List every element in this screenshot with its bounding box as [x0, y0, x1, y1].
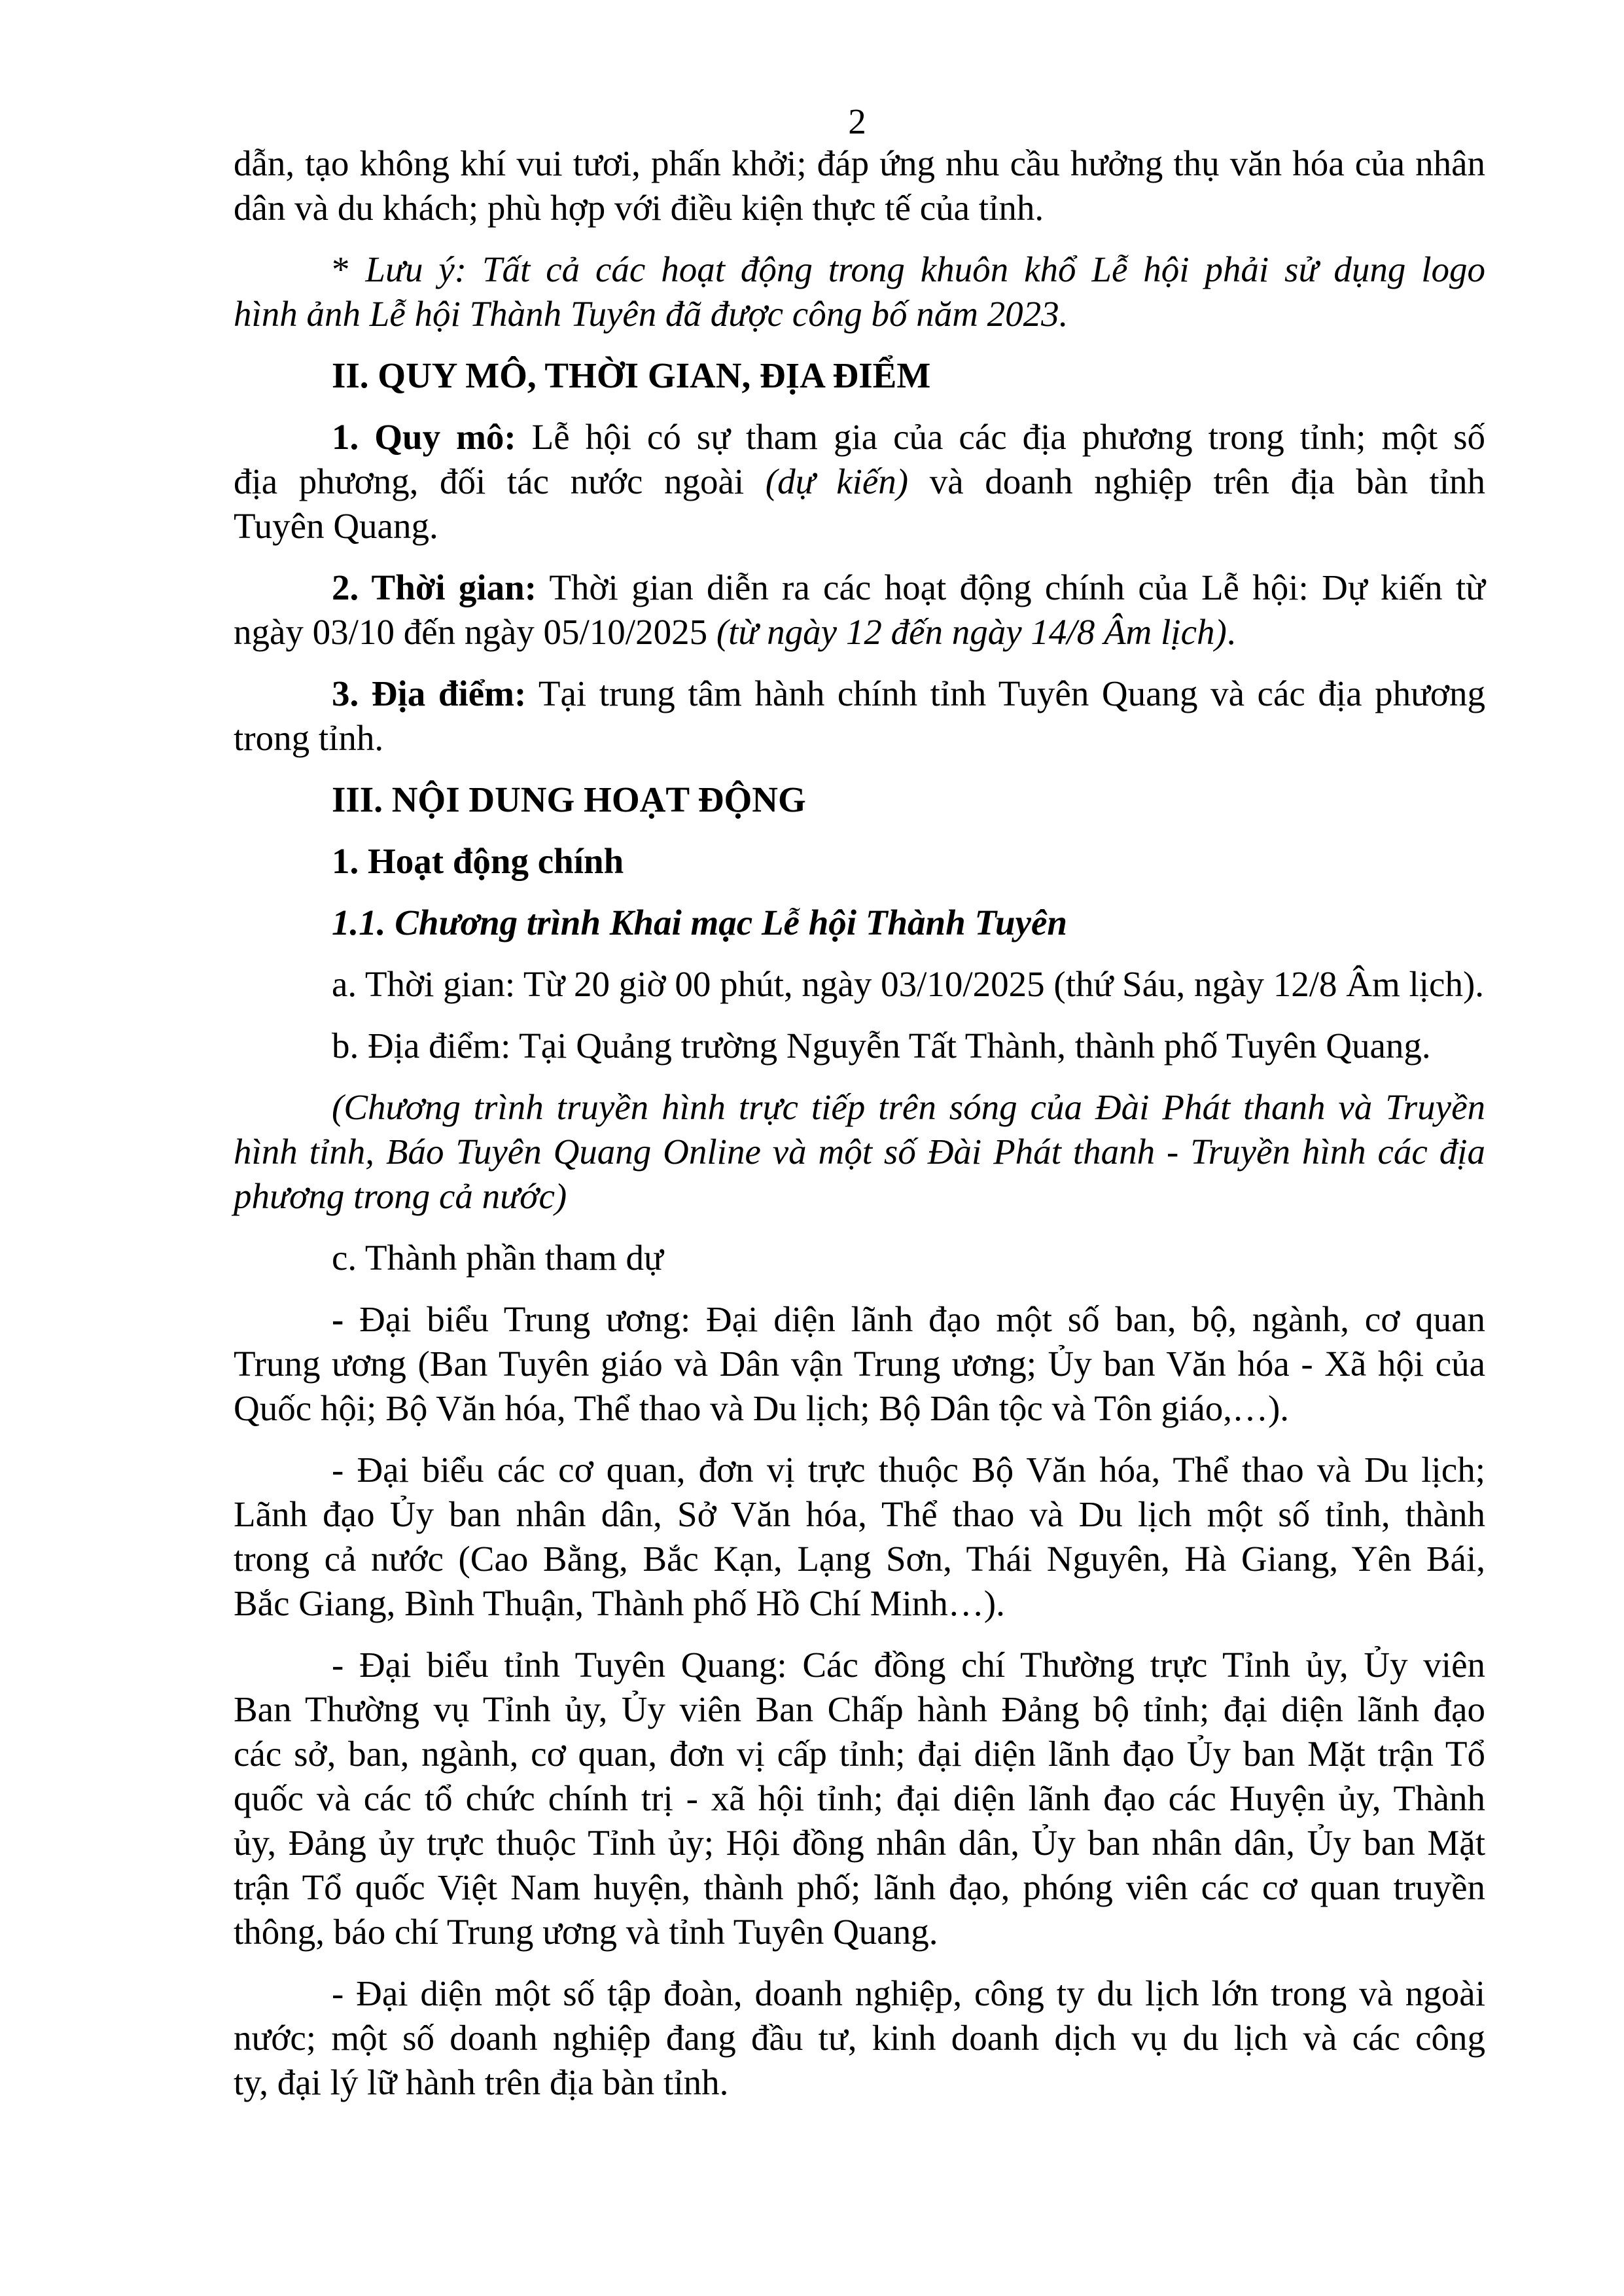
text-run: b. Địa điểm: Tại Quảng trường Nguyễn Tất Thành, thành phố Tuyên Quang.: [332, 1026, 1431, 1066]
text-run: thông, báo chí Trung ương và tỉnh Tuyên Quang.: [234, 1912, 938, 1952]
text-line: [234, 1581, 1485, 1626]
paragraph-heading-main-activities: [234, 839, 1485, 884]
text-line: [234, 778, 1485, 822]
italic-text: (từ ngày 12 đến ngày 14/8 Âm lịch): [716, 612, 1227, 652]
text-run: Quốc hội; Bộ Văn hóa, Thể thao và Du lịch; Bộ Dân tộc và Tôn giáo,…).: [234, 1388, 1290, 1428]
text-run: và doanh nghiệp trên địa bàn tỉnh: [908, 461, 1485, 501]
text-line: [234, 1732, 1485, 1776]
bold-text: 1. Hoạt động chính: [332, 841, 624, 881]
text-line: [234, 1174, 1485, 1219]
text-line: [234, 1865, 1485, 1910]
bold-text: 1. Quy mô:: [332, 417, 516, 457]
text-run: các sở, ban, ngành, cơ quan, đơn vị cấp tỉnh; đại diện lãnh đạo Ủy ban Mặt trận Tổ: [234, 1734, 1485, 1774]
italic-text: phương trong cả nước): [234, 1176, 567, 1216]
paragraph-heading-ii: [234, 353, 1485, 398]
document-body: [234, 141, 1485, 2105]
text-line: [234, 1342, 1485, 1386]
text-run: Đại biểu Trung ương: Đại diện lãnh đạo một số ban, bộ, ngành, cơ quan: [344, 1299, 1485, 1339]
paragraph-opening-time: [234, 962, 1485, 1007]
text-run: c. Thành phần tham dự: [332, 1238, 663, 1278]
bold-text: 2. Thời gian:: [332, 567, 537, 607]
text-line: [234, 1024, 1485, 1068]
italic-text: Lưu ý: Tất cả các hoạt động trong khuôn khổ Lễ hội phải sử dụng logo: [365, 249, 1485, 289]
paragraph-attendees-heading: [234, 1236, 1485, 1280]
text-run: ủy, Đảng ủy trực thuộc Tỉnh ủy; Hội đồng nhân dân, Ủy ban nhân dân, Ủy ban Mặt: [234, 1823, 1485, 1863]
text-run: Lễ hội có sự tham gia của các địa phương trong tỉnh; một số: [516, 417, 1485, 457]
text-line: [234, 1297, 1485, 1342]
paragraph-venue: [234, 672, 1485, 761]
text-run: Tại trung tâm hành chính tỉnh Tuyên Quang và các địa phương: [526, 673, 1485, 713]
text-run: Thời gian diễn ra các hoạt động chính của Lễ hội: Dự kiến từ: [537, 567, 1485, 607]
text-line: [234, 610, 1485, 655]
text-line: [234, 1448, 1485, 1492]
text-line: [234, 839, 1485, 884]
text-line: [234, 716, 1485, 761]
text-line: [234, 247, 1485, 292]
italic-text: hình tỉnh, Báo Tuyên Quang Online và một số Đài Phát thanh - Truyền hình các địa: [234, 1132, 1485, 1172]
paragraph-intro-continuation: [234, 141, 1485, 230]
text-run: dẫn, tạo không khí vui tươi, phấn khởi; đáp ứng nhu cầu hưởng thụ văn hóa của nhân: [234, 143, 1485, 183]
text-run: a. Thời gian: Từ 20 giờ 00 phút, ngày 03/10/2025 (thứ Sáu, ngày 12/8 Âm lịch).: [332, 964, 1485, 1004]
text-run: địa phương, đối tác nước ngoài: [234, 461, 766, 501]
text-run: dân và du khách; phù hợp với điều kiện thực tế của tỉnh.: [234, 188, 1044, 228]
text-line: [234, 1821, 1485, 1865]
text-line: [234, 459, 1485, 504]
text-line: [234, 1236, 1485, 1280]
text-run: .: [1226, 612, 1236, 652]
paragraph-time: [234, 565, 1485, 655]
text-line: [234, 2060, 1485, 2105]
text-line: [234, 672, 1485, 716]
text-line: [234, 186, 1485, 230]
text-line: [234, 1971, 1485, 2016]
text-line: [234, 1386, 1485, 1431]
text-run: *: [332, 249, 366, 289]
text-line: [234, 565, 1485, 610]
paragraph-attendees-ministry: [234, 1448, 1485, 1626]
text-line: [234, 1687, 1485, 1732]
text-line: [234, 1910, 1485, 1954]
text-line: [234, 901, 1485, 945]
bold-text: 3. Địa điểm:: [332, 673, 527, 713]
text-run: - Đại biểu tỉnh Tuyên Quang: Các đồng chí Thường trực Tỉnh ủy, Ủy viên: [332, 1645, 1485, 1685]
text-line: [234, 292, 1485, 336]
text-line: [234, 1537, 1485, 1581]
text-run: trong cả nước (Cao Bằng, Bắc Kạn, Lạng Sơn, Thái Nguyên, Hà Giang, Yên Bái,: [234, 1539, 1485, 1579]
paragraph-attendees-province: [234, 1643, 1485, 1954]
bold-text: II. QUY MÔ, THỜI GIAN, ĐỊA ĐIỂM: [332, 355, 931, 395]
text-line: [234, 962, 1485, 1007]
text-run: - Đại biểu các cơ quan, đơn vị trực thuộc Bộ Văn hóa, Thể thao và Du lịch;: [332, 1450, 1485, 1490]
paragraph-attendees-central: [234, 1297, 1485, 1431]
text-line: [234, 2016, 1485, 2060]
paragraph-broadcast-note: [234, 1085, 1485, 1219]
text-line: [234, 1085, 1485, 1130]
paragraph-attendees-business: [234, 1971, 1485, 2105]
text-run: Ban Thường vụ Tỉnh ủy, Ủy viên Ban Chấp hành Đảng bộ tỉnh; đại diện lãnh đạo: [234, 1689, 1485, 1729]
text-line: [234, 353, 1485, 398]
text-run: nước; một số doanh nghiệp đang đầu tư, kinh doanh dịch vụ du lịch và các công: [234, 2018, 1485, 2058]
paragraph-heading-iii: [234, 778, 1485, 822]
text-line: [234, 415, 1485, 459]
text-run: ngày 03/10 đến ngày 05/10/2025: [234, 612, 716, 652]
text-run: Trung ương (Ban Tuyên giáo và Dân vận Trung ương; Ủy ban Văn hóa - Xã hội của: [234, 1344, 1485, 1384]
paragraph-heading-opening: [234, 901, 1485, 945]
text-line: [234, 141, 1485, 186]
bold-text: -: [332, 1299, 344, 1339]
text-line: [234, 1643, 1485, 1687]
paragraph-note: [234, 247, 1485, 336]
text-line: [234, 1492, 1485, 1537]
text-run: Lãnh đạo Ủy ban nhân dân, Sở Văn hóa, Thể thao và Du lịch một số tỉnh, thành: [234, 1494, 1485, 1534]
text-run: Tuyên Quang.: [234, 506, 438, 546]
text-run: Bắc Giang, Bình Thuận, Thành phố Hồ Chí Minh…).: [234, 1583, 1005, 1623]
paragraph-opening-venue: [234, 1024, 1485, 1068]
italic-text: hình ảnh Lễ hội Thành Tuyên đã được công bố năm 2023.: [234, 294, 1068, 334]
bold-text: III. NỘI DUNG HOẠT ĐỘNG: [332, 780, 806, 819]
paragraph-scale: [234, 415, 1485, 548]
page-number: 2: [848, 101, 866, 141]
text-run: quốc và các tổ chức chính trị - xã hội tỉnh; đại diện lãnh đạo các Huyện ủy, Thành: [234, 1778, 1485, 1818]
text-run: ty, đại lý lữ hành trên địa bàn tỉnh.: [234, 2062, 729, 2102]
italic-text: 1.1. Chương trình Khai mạc Lễ hội Thành Tuyên: [332, 903, 1068, 942]
text-run: trận Tổ quốc Việt Nam huyện, thành phố; lãnh đạo, phóng viên các cơ quan truyền: [234, 1867, 1485, 1907]
italic-text: (Chương trình truyền hình trực tiếp trên sóng của Đài Phát thanh và Truyền: [332, 1087, 1485, 1127]
text-run: trong tỉnh.: [234, 718, 384, 758]
text-line: [234, 1130, 1485, 1174]
text-line: [234, 504, 1485, 548]
italic-text: (dự kiến): [765, 461, 909, 501]
text-line: [234, 1776, 1485, 1821]
text-run: - Đại diện một số tập đoàn, doanh nghiệp, công ty du lịch lớn trong và ngoài: [332, 1973, 1485, 2013]
